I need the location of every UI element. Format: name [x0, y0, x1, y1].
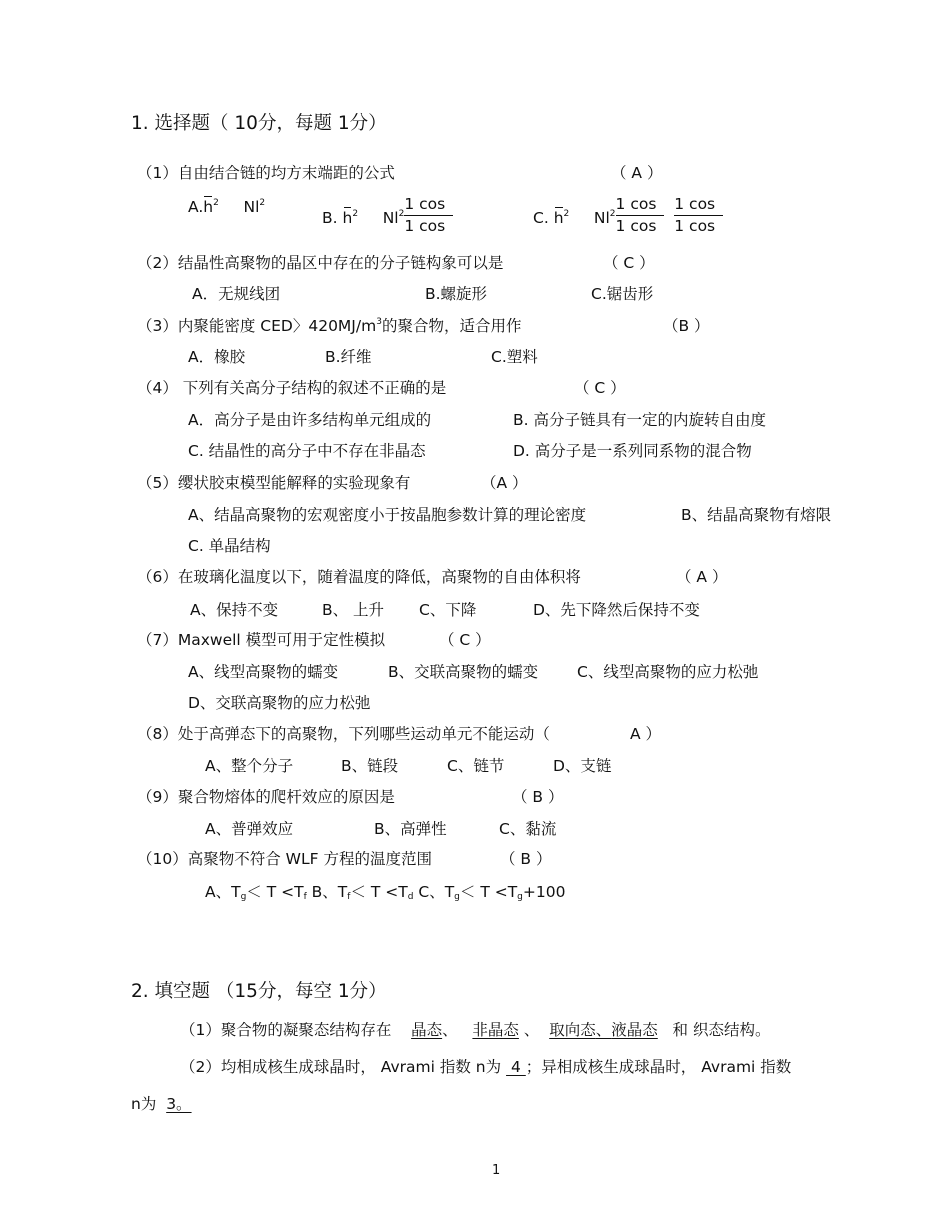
q1-option-a-label: A.: [188, 198, 204, 216]
q4-option-c: C. 结晶性的高分子中不存在非晶态: [188, 442, 426, 460]
section-1-title: 1. 选择题（ 10分，每题 1分）: [131, 113, 387, 134]
q9-stem: （9）聚合物熔体的爬杆效应的原因是: [137, 788, 395, 806]
q7-option-b: B、交联高聚物的蠕变: [388, 663, 539, 681]
section-2-title: 2. 填空题 （15分，每空 1分）: [131, 981, 387, 1002]
q4-option-a: A．高分子是由许多结构单元组成的: [188, 411, 432, 429]
q6-option-a: A、保持不变: [190, 601, 279, 619]
blank-avrami-hetero: 3。: [166, 1095, 192, 1113]
q6-option-d: D、先下降然后保持不变: [533, 601, 700, 619]
blank-avrami-homo: 4: [506, 1058, 526, 1076]
q1-stem: （1）自由结合链的均方末端距的公式: [137, 164, 395, 182]
q4-option-d: D. 高分子是一系列同系物的混合物: [513, 442, 752, 460]
blank-4: 液晶态: [611, 1021, 658, 1039]
q10-answer: （ B ）: [500, 850, 552, 868]
q8-option-d: D、支链: [553, 757, 612, 775]
q2-option-a: A．无规线团: [192, 285, 281, 303]
q8-answer: A ）: [630, 725, 662, 743]
fill-line-2: （2）均相成核生成球晶时， Avrami 指数 n为 4 ；异相成核生成球晶时， Avrami 指数: [180, 1058, 792, 1076]
q1-answer: （ A ）: [611, 164, 663, 182]
q2-answer: （ C ）: [603, 254, 655, 272]
q4-stem: （4） 下列有关高分子结构的叙述不正确的是: [137, 379, 447, 397]
fill-line-1: （1）聚合物的凝聚态结构存在 晶态、 非晶态 、 取向态、液晶态 和 织态结构。: [180, 1021, 771, 1039]
q7-option-a: A、线型高聚物的蠕变: [188, 663, 339, 681]
q5-option-b: B、结晶高聚物有熔限: [681, 506, 832, 524]
q1-option-a-nl: Nl: [243, 198, 260, 216]
q3-stem: （3）内聚能密度 CED〉$420MJ/m^3$的聚合物，适合用作: [137, 317, 522, 335]
q3-option-a: A．橡胶: [188, 348, 246, 366]
q7-option-c: C、线型高聚物的应力松弛: [577, 663, 759, 681]
fill-line-3: n为 3。: [131, 1095, 192, 1113]
q4-option-b: B. 高分子链具有一定的内旋转自由度: [513, 411, 766, 429]
q1-option-c: C. $h^2$ Nl$^2$ $\frac{1 \cos}{1 \cos}$ $\frac{1 \cos}{1 \cos}$: [533, 200, 723, 237]
q9-option-c: C、黏流: [499, 820, 557, 838]
q8-option-a: A、整个分子: [205, 757, 294, 775]
q3-answer: （B ）: [663, 317, 710, 335]
blank-3: 取向态: [549, 1021, 596, 1039]
q7-answer: （ C ）: [439, 631, 491, 649]
q6-answer: （ A ）: [676, 568, 728, 586]
q6-option-b: B、 上升: [322, 601, 385, 619]
q5-stem: （5）缨状胶束模型能解释的实验现象有: [137, 474, 411, 492]
q9-option-b: B、高弹性: [374, 820, 447, 838]
blank-2: 非晶态: [472, 1021, 519, 1039]
q9-option-a: A、普弹效应: [205, 820, 294, 838]
q6-option-c: C、下降: [419, 601, 477, 619]
q8-option-c: C、链节: [447, 757, 505, 775]
q7-stem: （7）Maxwell 模型可用于定性模拟: [137, 631, 386, 649]
q10-options: A、Tg＜ T <Tf B、Tf＜ T <Td C、Tg＜ T <Tg+100: [205, 883, 566, 902]
q10-stem: （10）高聚物不符合 WLF 方程的温度范围: [137, 850, 432, 868]
q2-option-c: C.锯齿形: [591, 285, 654, 303]
q2-stem: （2）结晶性高聚物的晶区中存在的分子链构象可以是: [137, 254, 504, 272]
blank-1: 晶态: [411, 1021, 443, 1039]
q8-stem: （8）处于高弹态下的高聚物，下列哪些运动单元不能运动（: [137, 725, 550, 743]
q5-option-a: A、结晶高聚物的宏观密度小于按晶胞参数计算的理论密度: [188, 506, 587, 524]
q9-answer: （ B ）: [512, 788, 564, 806]
q2-option-b: B.螺旋形: [425, 285, 488, 303]
q1-option-b: B. $h^2$ Nl$^2$ $\frac{1 \cos}{1 \cos}$: [322, 200, 453, 237]
q5-answer: （A ）: [481, 474, 528, 492]
q3-option-c: C.塑料: [491, 348, 538, 366]
q5-option-c: C. 单晶结构: [188, 537, 271, 555]
q3-option-b: B.纤维: [325, 348, 372, 366]
page-number: 1: [492, 1163, 501, 1178]
q6-stem: （6）在玻璃化温度以下，随着温度的降低，高聚物的自由体积将: [137, 568, 581, 586]
q8-option-b: B、链段: [341, 757, 399, 775]
q4-answer: （ C ）: [574, 379, 626, 397]
q1-options: $A.h^2$ Nl$^2$: [188, 198, 266, 216]
q7-option-d: D、交联高聚物的应力松弛: [188, 694, 371, 712]
